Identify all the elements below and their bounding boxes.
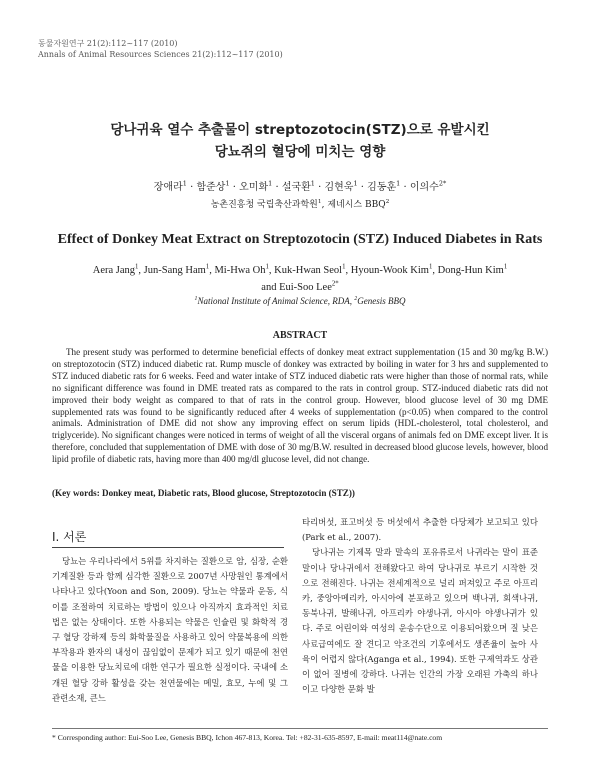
author-ko-sup: 1 [225, 179, 230, 188]
keywords: (Key words: Donkey meat, Diabetic rats, Blood glucose, Streptozotocin (STZ)) [52, 488, 355, 498]
body-column-left [52, 554, 288, 706]
author-ko-sup: 1 [268, 179, 273, 188]
paragraph: 당나귀는 기제목 말과 말속의 포유류로서 나귀라는 말이 표준말이나 당나귀에서 전해왔다고 하여 당나귀로 부르기 시작한 것으로 전해진다. 나귀는 전세계적으로 널리 퍼져있고 주로 아프리카, 중앙아메리카, 아시아에 분포하고 있으며 백나귀, 회색나귀, 동북나귀, 발해나귀, 아프리카 야생나귀, 아시아 야생나귀가 있다. 주로 어린이와 여성의 운송수단으로 이용되어왔으며 질 낮은 사료급여에도 잘 견디고 악조건의 기후에서도 생존율이 높아 사육이 어렵지 않다(Aganga et al., 1994). 또한 구제역과도 상관이 없어 질병에 강하다. 나귀는 인간의 가장 오래된 가축의 하나이고 다양한 문화 발 [302, 547, 538, 695]
author-en-sup: 1 [342, 263, 346, 271]
author-ko-sup: 1 [310, 179, 315, 188]
author-en: Kuk-Hwan Seol [274, 265, 343, 276]
author-en-sup: 2* [331, 280, 339, 288]
author-separator: · [272, 182, 282, 193]
authors-en: Aera Jang$^1$, Jun-Sang Ham$^1$, Mi-Hwa Oh$^1$, Kuk-Hwan Seol$^1$, Hyoun-Wook Kim$^1$, Dong-Hun Kim$^1$ and Eui-Soo Lee$^{2*}$ [92, 263, 508, 293]
affil-en-1-sup: 1 [194, 296, 198, 302]
section-divider [52, 547, 284, 548]
affil-separator: , [321, 200, 328, 210]
journal-line-en: Annals of Animal Resources Sciences 21(2):112~117 (2010) [38, 50, 283, 59]
author-en-sup: 1 [503, 263, 508, 271]
affil-ko-1: 농촌진흥청 국립축산과학원 [210, 200, 318, 210]
title-ko-line-1: 당나귀육 열수 추출물이 streptozotocin(STZ)으로 유발시킨 [110, 122, 490, 138]
footnote-corresponding-author: * Corresponding author: Eui-Soo Lee, Genesis BBQ, Ichon 467-813, Korea. Tel: +82-31-635-8597, E-mail: meat114@nate.com [52, 733, 443, 742]
affil-ko-2-sup: 2 [385, 199, 390, 205]
author-ko: 함준상 [196, 182, 226, 193]
author-ko-sup: 1 [182, 179, 187, 188]
journal-header [38, 38, 283, 60]
affil-en-2: Genesis BBQ [357, 296, 406, 306]
affil-ko-2: 제네시스 BBQ [327, 200, 386, 210]
abstract-heading: ABSTRACT [272, 330, 328, 341]
author-en-sup: 1 [135, 263, 139, 271]
affiliation-en [0, 296, 600, 306]
author-ko: 김동훈 [367, 182, 397, 193]
journal-line-ko: 동물자원연구 21(2):112~117 (2010) [38, 39, 178, 48]
body-column-right [302, 515, 538, 697]
author-ko: 설국환 [281, 182, 311, 193]
author-en-sup: 1 [428, 263, 433, 271]
paragraph: 당뇨는 우리나라에서 5위를 차지하는 질환으로 암, 심장, 순환기계질환 등과 함께 심각한 질환으로 2007년 사망원인 통계에서 나타나고 있다(Yoon and Son, 2009). 당뇨는 약물과 운동, 식이를 조절하여 치료하는 방법이 있으나 아직까지 효과적인 치료법은 없는 상태이다. 또한 사용되는 약물은 인슐린 및 화학적 경구 혈당 강하제 등의 화학물질을 사용하고 있어 약물복용에 의한 부작용과 환자의 내성이 끊임없이 문제가 되고 있기 때문에 천연물을 이용한 당뇨치료에 대한 연구가 필요한 실정이다. 국내에 소개된 혈당 강하 활성을 갖는 천연물에는 메밀, 효모, 누에 및 그 관련소재, 큰느 [52, 556, 288, 703]
author-ko: 김현욱 [324, 182, 354, 193]
affil-en-2-sup: 2 [354, 296, 358, 302]
author-en: Aera Jang [92, 265, 136, 276]
author-separator: · [186, 182, 197, 193]
authors-ko [0, 178, 600, 193]
affil-ko-1-sup: 1 [317, 199, 322, 205]
author-en: Jun-Sang Ham [143, 265, 206, 276]
author-separator: · [229, 182, 240, 193]
author-en: Dong-Hun Kim [437, 265, 504, 276]
author-ko: 이의수 [409, 182, 439, 193]
author-ko: 오미화 [239, 182, 269, 193]
author-en-sup: 1 [265, 263, 269, 271]
author-ko-sup: 1 [353, 179, 358, 188]
paragraph: 타리버섯, 표고버섯 등 버섯에서 추출한 다당체가 보고되고 있다(Park et al., 2007). [302, 517, 538, 543]
author-en: Mi-Hwa Oh [214, 265, 266, 276]
footnote-divider [52, 728, 548, 729]
author-separator: · [314, 182, 325, 193]
abstract-body: The present study was performed to determine beneficial effects of donkey meat extract supplementation (15 and 30 mg/kg B.W.) on streptozotocin (STZ) induced diabetic rat. Rump muscle of donkey was extracted by boiling in water for 3 hrs and supplemented to STZ induced diabetic rats for 6 weeks. Feed and water intake of STZ induced diabetic rats were higher than those of normal rats, while no significant difference was found in DME treated rats as compared to the rats in control group. STZ-induced diabetic rats did not improved their body weight as compared to that of rats in the control group. However, blood glucose level of 30 mg DME supplemented rats was found to be significantly reduced after 4 weeks of supplementation (p<0.05) when compared to the control animals. Administration of DME did not show any improving effect on serum lipids (HDL-cholesterol, total cholesterol, and triglyceride). No significant changes were noticed in terms of weight of all the visceral organs of animals fed on DME except liver. It is therefore, concluded that supplementation of DME with dose of 30 mg/B.W. resulted in decreased blood glucose levels, however, blood lipid profile of diabetic rats, having more than 400 mg/dl glucose level, did not change. [52, 347, 548, 465]
author-separator: · [400, 182, 410, 193]
affiliation-ko [0, 197, 600, 210]
title-en: Effect of Donkey Meat Extract on Streptozotocin (STZ) Induced Diabetes in Rats [57, 232, 543, 247]
author-ko: 장애라 [153, 182, 183, 193]
title-ko-line-2: 당뇨쥐의 혈당에 미치는 영향 [214, 144, 386, 160]
author-en: Hyoun-Wook Kim [350, 265, 429, 276]
author-en-and: and [261, 282, 280, 293]
author-en-corresponding: Eui-Soo Lee [279, 282, 332, 293]
author-en-sup: 1 [205, 263, 210, 271]
author-separator: · [357, 182, 368, 193]
affil-en-1: National Institute of Animal Science, RDA, [197, 296, 355, 306]
author-ko-sup: 2* [438, 179, 447, 188]
section-heading-introduction: I. 서론 [52, 530, 87, 544]
author-ko-sup: 1 [396, 179, 401, 188]
